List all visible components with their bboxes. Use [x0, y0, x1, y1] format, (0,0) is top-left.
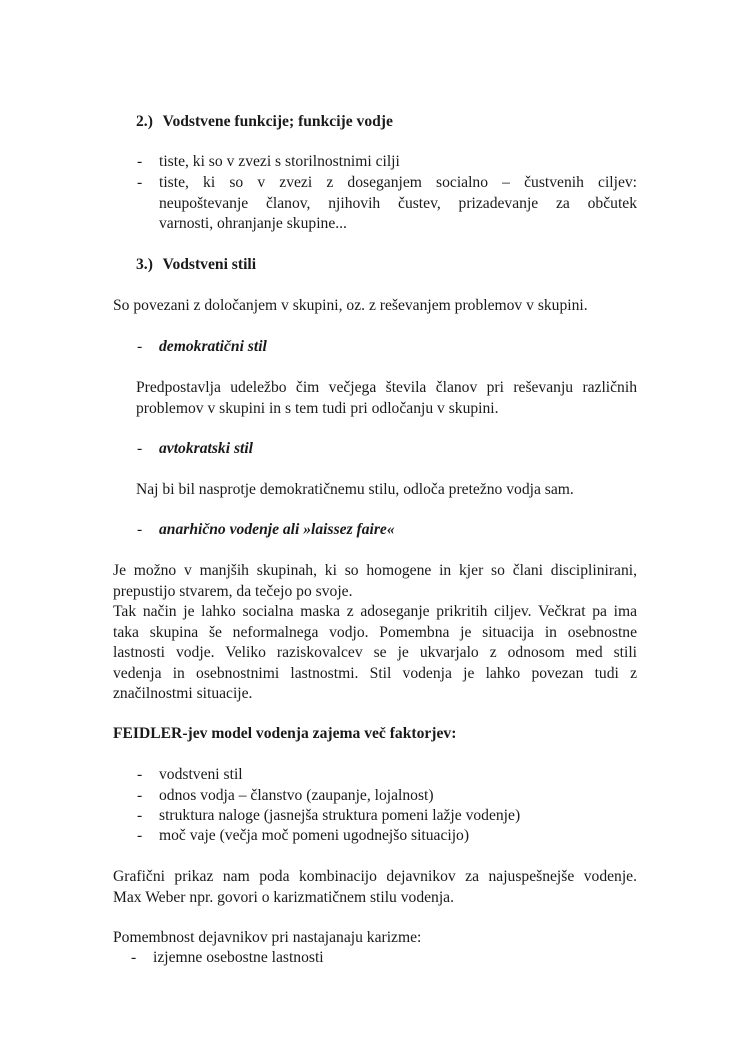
autocratic-description: Naj bi bil nasprotje demokratičnemu stilu, odloča pretežno vodja sam. [136, 481, 574, 498]
bullet-dash: - [137, 521, 143, 538]
paragraph-line: lastnosti vodje. Veliko raziskovalcev se je ukvarjalo z odnosom med stili [113, 644, 637, 661]
list-item-text-line: neupoštevanje članov, njihovih čustev, prizadevanje za občutek [159, 194, 637, 212]
bullet-dash: - [137, 440, 143, 457]
section-number: 3.) [136, 256, 153, 273]
list-item-text: vodstveni stil [159, 766, 243, 783]
style-label: avtokratski stil [159, 440, 254, 457]
list-item-text: izjemne osebostne lastnosti [153, 949, 324, 966]
bullet-dash: - [137, 787, 143, 804]
list-item-text-line: tiste, ki so v zvezi z doseganjem socialno – čustvenih ciljev: [159, 174, 637, 191]
styles-intro: So povezani z določanjem v skupini, oz. z reševanjem problemov v skupini. [113, 297, 588, 314]
list-item-text: tiste, ki so v zvezi s storilnostnimi cilji [159, 153, 400, 170]
section-number: 2.) [136, 113, 153, 130]
paragraph-line: problemov v skupini in s tem tudi pri odločanju v skupini. [136, 399, 499, 417]
list-item-text: odnos vodja – članstvo (zaupanje, lojalnost) [159, 787, 434, 804]
section-title: Vodstveni stili [162, 256, 257, 273]
paragraph-line: vedenja in osebnostnimi lastnostmi. Stil vodenja je lahko povezan tudi z [113, 664, 637, 682]
style-label: demokratični stil [159, 338, 267, 355]
section-heading-styles [136, 255, 256, 276]
feidler-heading: FEIDLER-jev model vodenja zajema več faktorjev: [113, 725, 457, 742]
bullet-dash: - [137, 338, 143, 355]
bullet-dash: - [131, 949, 137, 966]
bullet-dash: - [137, 807, 143, 824]
section-title: Vodstvene funkcije; funkcije vodje [162, 113, 393, 130]
anarchic-description [113, 561, 637, 705]
bullet-dash: - [137, 766, 143, 783]
bullet-dash: - [137, 174, 143, 191]
paragraph-line: Max Weber npr. govori o karizmatičnem stilu vodenja. [113, 888, 454, 906]
paragraph-line: Grafični prikaz nam poda kombinacijo dejavnikov za najuspešnejše vodenje. [113, 868, 637, 885]
paragraph-line: prepustijo stvarem, da tečejo po svoje. [113, 582, 353, 600]
section-heading-functions [136, 112, 393, 133]
graphic-paragraph [113, 867, 637, 908]
paragraph-line: značilnostmi situacije. [113, 685, 253, 702]
paragraph-line: taka skupina še neformalnega vodjo. Pomembna je situacija in osebnostne [113, 623, 637, 641]
list-item-text: struktura naloge (jasnejša struktura pomeni lažje vodenje) [159, 807, 521, 824]
paragraph-line: Tak način je lahko socialna maska z adoseganje prikritih ciljev. Večkrat pa ima [113, 603, 637, 620]
list-item-text: moč vaje (večja moč pomeni ugodnejšo situacijo) [159, 827, 470, 844]
charisma-heading: Pomembnost dejavnikov pri nastajanaju karizme: [113, 929, 422, 946]
list-item-text-line: varnosti, ohranjanje skupine... [159, 215, 347, 232]
paragraph-line: Je možno v manjših skupinah, ki so homogene in kjer so člani disciplinirani, [113, 562, 637, 579]
democratic-description [136, 378, 637, 419]
paragraph-line: Predpostavlja udeležbo čim večjega števila članov pri reševanju različnih [136, 379, 637, 396]
bullet-dash: - [137, 153, 143, 170]
style-label: anarhično vodenje ali »laissez faire« [159, 521, 395, 538]
bullet-dash: - [137, 827, 143, 844]
